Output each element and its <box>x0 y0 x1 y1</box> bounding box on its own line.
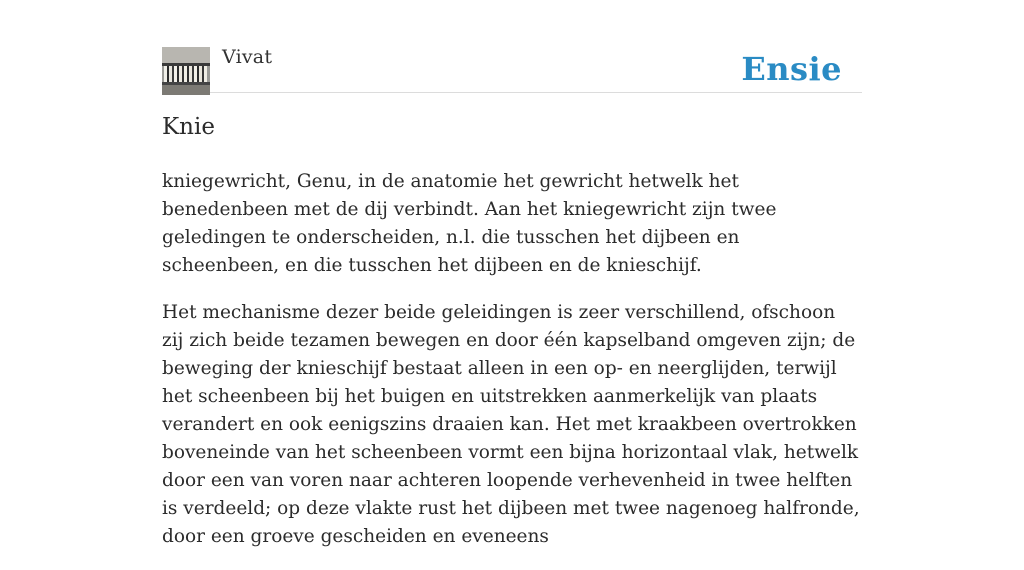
author-name[interactable]: Vivat <box>222 46 273 68</box>
bookshelf-avatar-image <box>162 47 210 95</box>
brand-logo[interactable]: Ensie <box>741 50 842 88</box>
article-paragraph: kniegewricht, Genu, in de anatomie het gewricht hetwelk het benedenbeen met de dij verbindt. Aan het kniegewricht zijn twee geledingen te onderscheiden, n.l. die tusschen het dijbeen en scheenbeen, en die tusschen het dijbeen en de knieschijf. <box>162 171 777 276</box>
article-paragraph: Het mechanisme dezer beide geleidingen is zeer verschillend, ofschoon zij zich beide tezamen bewegen en door één kapselband omgeven zijn; de beweging der knieschijf bestaat alleen in een op- en neerglijden, terwijl het scheenbeen bij het buigen en uitstrekken aanmerkelijk van plaats verandert en ook eenigszins draaien kan. Het met kraakbeen overtrokken boveneinde van het scheenbeen vormt een bijna horizontaal vlak, hetwelk door een van voren naar achteren loopende verhevenheid in twee helften is verdeeld; op deze vlakte rust het dijbeen met twee nagenoeg halfronde, door een groeve gescheiden en eveneens <box>162 302 860 547</box>
header <box>162 0 862 93</box>
article-title: Knie <box>162 114 215 140</box>
article-body <box>162 168 862 570</box>
page-container <box>162 0 862 547</box>
author-avatar[interactable] <box>162 47 210 95</box>
